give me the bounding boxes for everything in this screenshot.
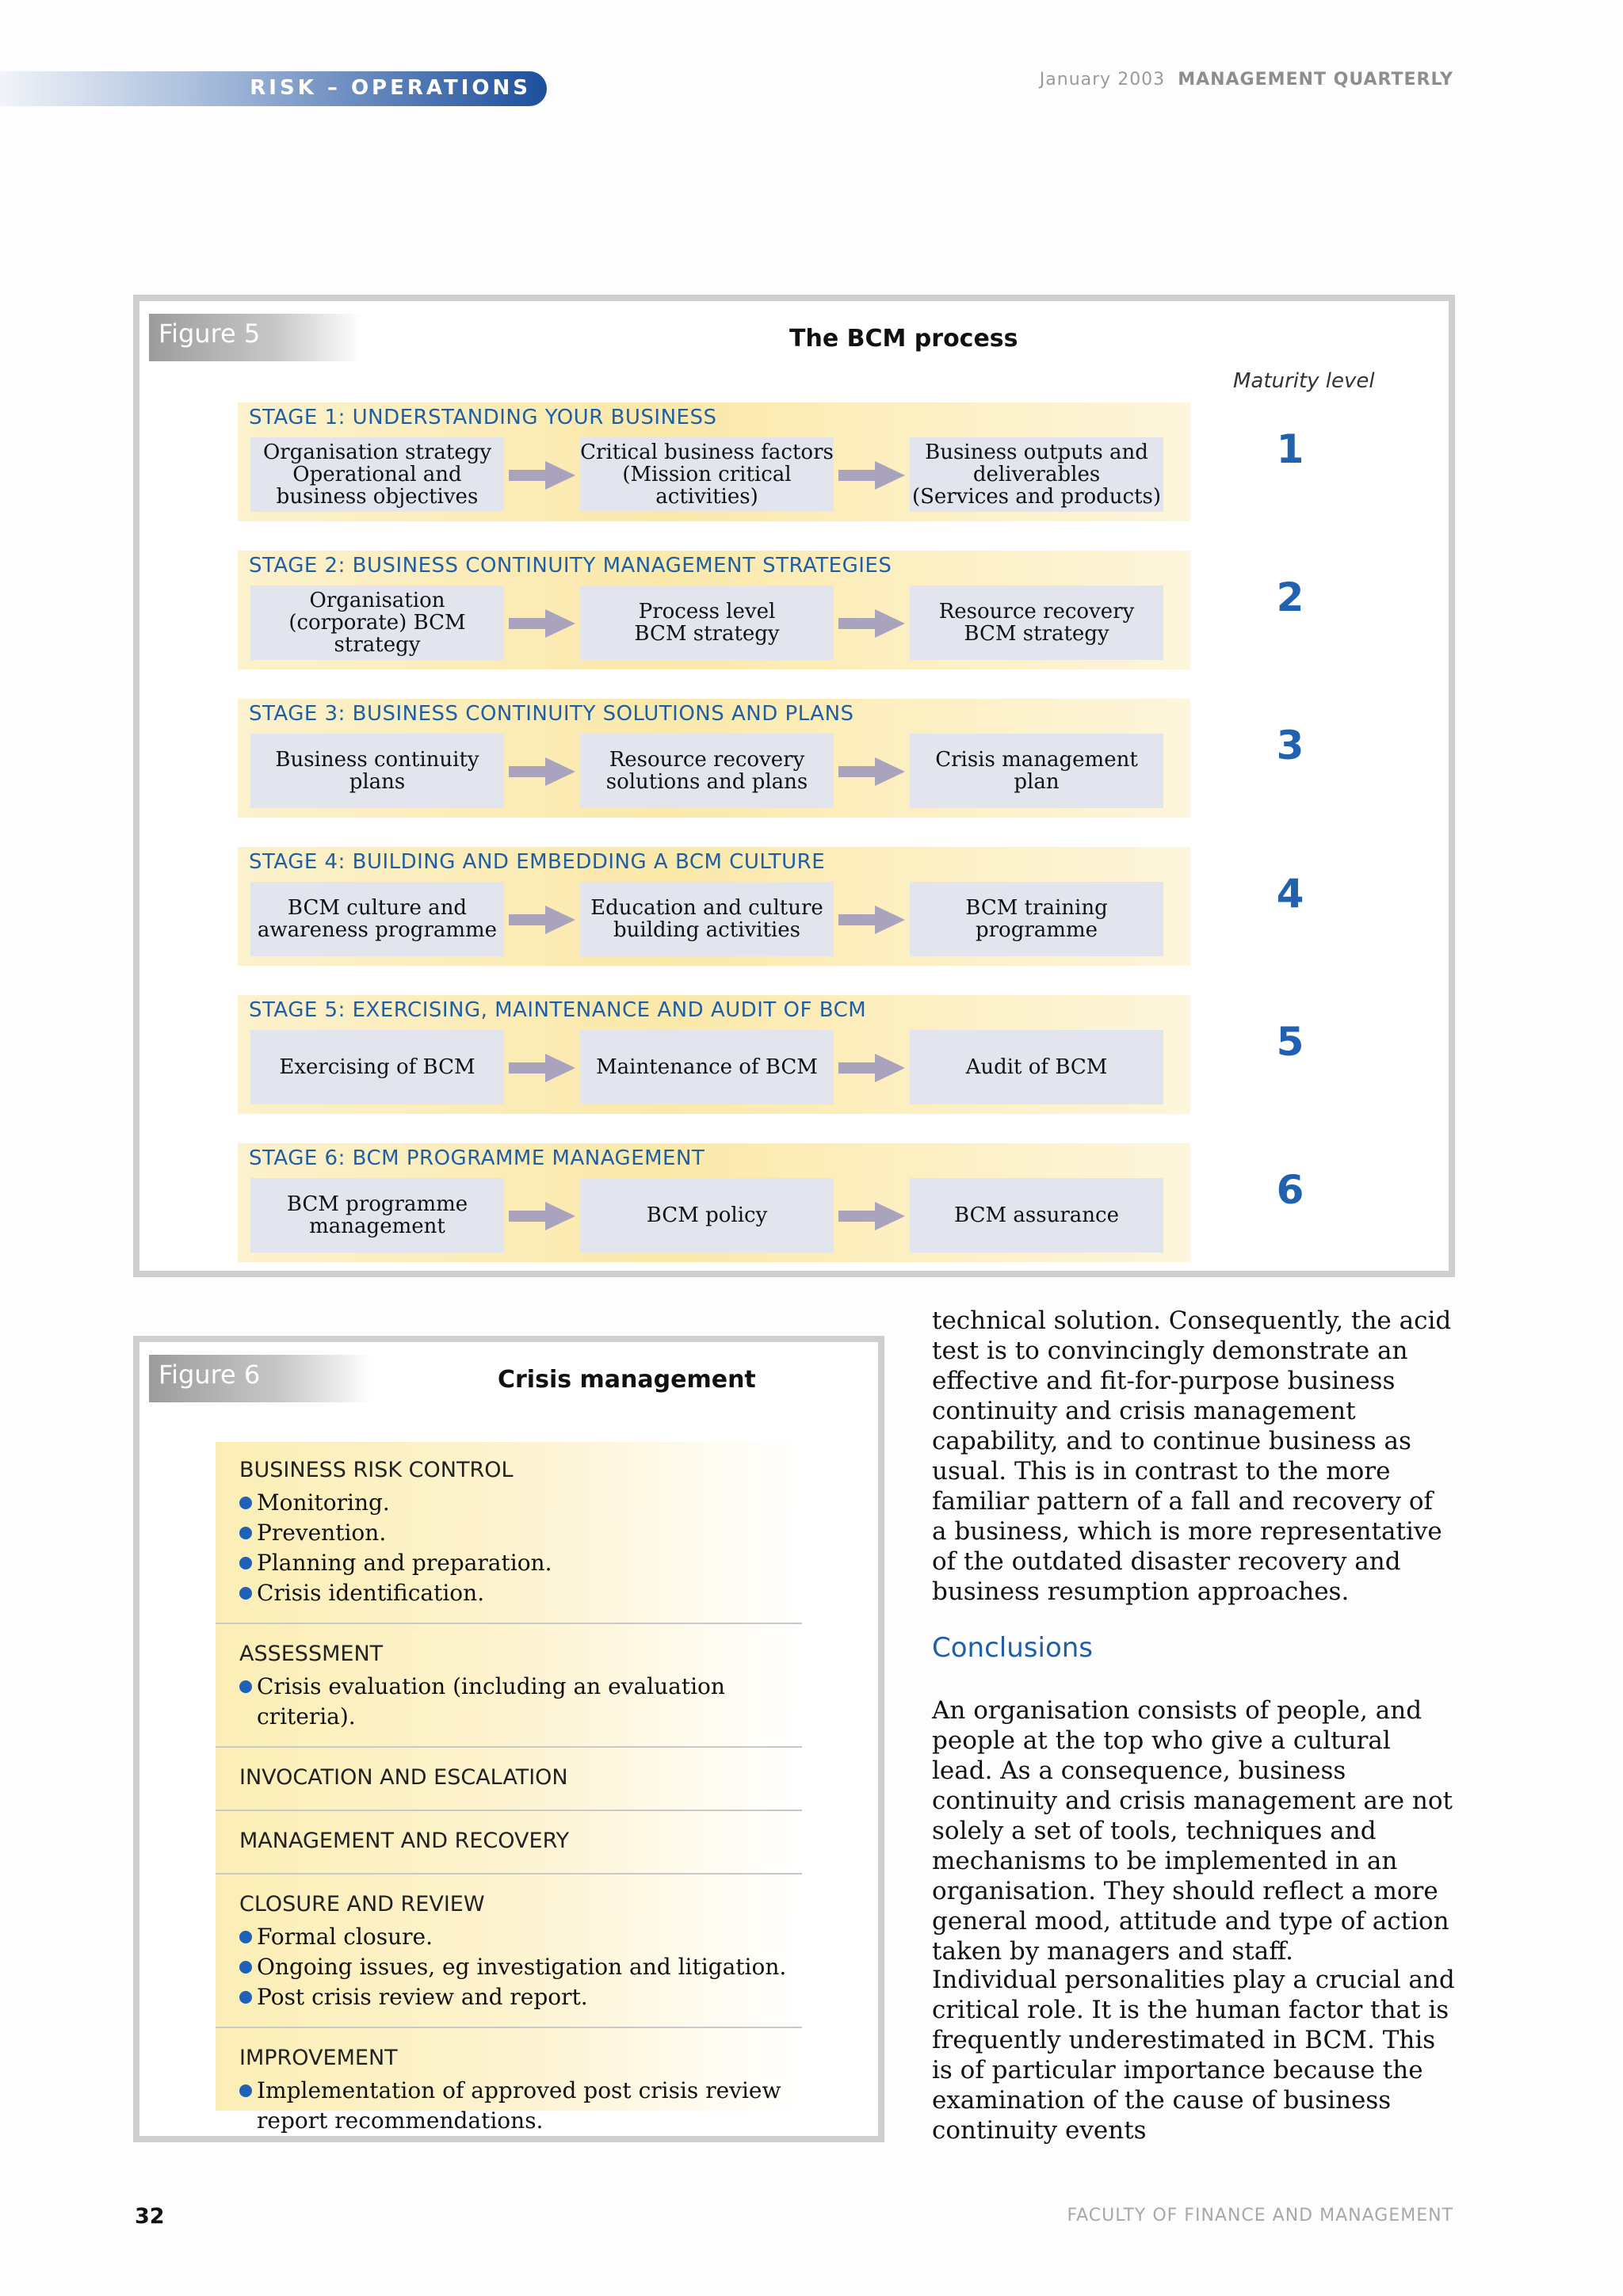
bullet-icon: [239, 1587, 252, 1600]
body-paragraph-3: Individual personalities play a crucial and critical role. It is the human factor that is frequently underestimated in BCM. This is of particular importance because the examination of the cause of business continuity events: [932, 1966, 1455, 2145]
flow-arrow-icon: [509, 608, 575, 639]
bullet-icon: [239, 1961, 252, 1974]
maturity-level-number: 4: [1276, 871, 1304, 917]
stage-label: STAGE 2: BUSINESS CONTINUITY MANAGEMENT STRATEGIES: [249, 554, 892, 578]
figure-6-title: Crisis management: [498, 1366, 756, 1394]
process-step: BCM programme management: [250, 1178, 504, 1253]
process-step: Exercising of BCM: [250, 1030, 504, 1104]
process-step: Business continuity plans: [250, 734, 504, 808]
crisis-phase-item: [239, 1518, 804, 1548]
crisis-phase-heading: CLOSURE AND REVIEW: [239, 1892, 485, 1917]
flow-arrow-icon: [509, 904, 575, 936]
bullet-icon: [239, 1931, 252, 1943]
flow-arrow-icon: [509, 1200, 575, 1232]
crisis-phase-item: [239, 2076, 804, 2136]
section-divider: [216, 2027, 802, 2028]
section-divider: [216, 1873, 802, 1875]
crisis-phase-item: [239, 1578, 804, 1608]
maturity-level-number: 6: [1276, 1167, 1304, 1213]
process-step: Resource recovery solutions and plans: [580, 734, 834, 808]
section-divider: [216, 1810, 802, 1811]
flow-arrow-icon: [509, 1052, 575, 1084]
process-step: BCM culture and awareness programme: [250, 882, 504, 956]
process-step: Organisation strategy Operational and business objectives: [250, 437, 504, 512]
flow-arrow-icon: [509, 756, 575, 788]
process-step: Resource recovery BCM strategy: [910, 585, 1163, 660]
crisis-phase-item-text: Prevention.: [257, 1520, 387, 1546]
crisis-phase-item-text: Post crisis review and report.: [257, 1984, 588, 2010]
crisis-phase-item: [239, 1672, 804, 1732]
crisis-phase-heading: IMPROVEMENT: [239, 2046, 398, 2070]
publication-header: [1040, 70, 1453, 90]
flow-arrow-icon: [838, 460, 905, 491]
process-step: Business outputs and deliverables (Services and products): [910, 437, 1163, 512]
process-step: BCM training programme: [910, 882, 1163, 956]
stage-label: STAGE 4: BUILDING AND EMBEDDING A BCM CULTURE: [249, 850, 826, 874]
crisis-phase-item-text: Implementation of approved post crisis review report recommendations.: [257, 2077, 781, 2134]
bullet-icon: [239, 1497, 252, 1509]
maturity-level-number: 5: [1276, 1019, 1304, 1065]
bullet-icon: [239, 1680, 252, 1693]
issue-date: January 2003: [1039, 70, 1166, 90]
section-banner: [0, 71, 547, 106]
crisis-phase-item: [239, 1982, 804, 2012]
crisis-phase-item-text: Crisis identification.: [257, 1580, 485, 1606]
flow-arrow-icon: [509, 460, 575, 491]
flow-arrow-icon: [838, 608, 905, 639]
crisis-phase-item: [239, 1488, 804, 1518]
process-step: Organisation (corporate) BCM strategy: [250, 585, 504, 660]
bullet-icon: [239, 1557, 252, 1569]
crisis-phase-heading: MANAGEMENT AND RECOVERY: [239, 1829, 570, 1853]
stage-label: STAGE 3: BUSINESS CONTINUITY SOLUTIONS AND PLANS: [249, 702, 854, 726]
crisis-management-panel: [216, 1442, 802, 2134]
figure-5-box: [133, 295, 1455, 1277]
figure-6-tag: Figure 6: [149, 1355, 371, 1402]
section-divider: [216, 1623, 802, 1624]
stage-label: STAGE 6: BCM PROGRAMME MANAGEMENT: [249, 1146, 705, 1170]
crisis-phase-heading: ASSESSMENT: [239, 1642, 384, 1666]
process-step: Critical business factors (Mission critical activities): [580, 437, 834, 512]
maturity-level-number: 2: [1276, 574, 1304, 620]
bullet-icon: [239, 1991, 252, 2004]
crisis-phase-item-text: Monitoring.: [257, 1489, 390, 1516]
maturity-level-number: 1: [1276, 426, 1304, 472]
figure-5-title: The BCM process: [789, 325, 1018, 353]
process-step: Crisis management plan: [910, 734, 1163, 808]
process-step: BCM policy: [580, 1178, 834, 1253]
flow-arrow-icon: [838, 904, 905, 936]
stage-label: STAGE 5: EXERCISING, MAINTENANCE AND AUDIT OF BCM: [249, 998, 867, 1022]
body-paragraph-1: technical solution. Consequently, the acid test is to convincingly demonstrate an effective and fit-for-purpose business continuity and crisis management capability, and to continue business as usual. This is in contrast to the more familiar pattern of a fall and recovery of a business, which is more representative of the outdated disaster recovery and business resumption approaches.: [932, 1306, 1452, 1606]
flow-arrow-icon: [838, 1052, 905, 1084]
process-step: BCM assurance: [910, 1178, 1163, 1253]
figure-6-box: [133, 1336, 884, 2142]
conclusions-heading: Conclusions: [932, 1632, 1094, 1664]
crisis-phase-item-text: Crisis evaluation (including an evaluation criteria).: [257, 1673, 725, 1730]
figure-5-tag: Figure 5: [149, 314, 361, 361]
process-step: Maintenance of BCM: [580, 1030, 834, 1104]
crisis-phase-item: [239, 1952, 804, 1982]
crisis-phase-heading: INVOCATION AND ESCALATION: [239, 1765, 568, 1790]
body-paragraph-2: An organisation consists of people, and people at the top who give a cultural lead. As a consequence, business continuity and crisis management are not solely a set of tools, techniques and mechanisms to be implemented in an organisation. They should reflect a more general mood, attitude and type of action taken by managers and staff.: [932, 1696, 1453, 1966]
flow-arrow-icon: [838, 1200, 905, 1232]
process-step: Audit of BCM: [910, 1030, 1163, 1104]
bullet-icon: [239, 2084, 252, 2097]
crisis-phase-heading: BUSINESS RISK CONTROL: [239, 1458, 514, 1482]
section-divider: [216, 1746, 802, 1748]
crisis-phase-item-text: Formal closure.: [257, 1924, 433, 1950]
footer-faculty: FACULTY OF FINANCE AND MANAGEMENT: [1067, 2206, 1453, 2225]
crisis-phase-item-text: Ongoing issues, eg investigation and litigation.: [257, 1954, 787, 1980]
section-label: RISK – OPERATIONS: [250, 76, 531, 100]
bullet-icon: [239, 1527, 252, 1539]
crisis-phase-item: [239, 1922, 804, 1952]
stage-label: STAGE 1: UNDERSTANDING YOUR BUSINESS: [249, 406, 717, 429]
process-step: Process level BCM strategy: [580, 585, 834, 660]
maturity-level-number: 3: [1276, 723, 1304, 769]
crisis-phase-item-text: Planning and preparation.: [257, 1550, 552, 1576]
page-number: 32: [135, 2204, 165, 2229]
flow-arrow-icon: [838, 756, 905, 788]
process-step: Education and culture building activities: [580, 882, 834, 956]
publication-title: MANAGEMENT QUARTERLY: [1178, 70, 1453, 90]
maturity-level-label: Maturity level: [1233, 369, 1375, 393]
crisis-phase-item: [239, 1548, 804, 1578]
